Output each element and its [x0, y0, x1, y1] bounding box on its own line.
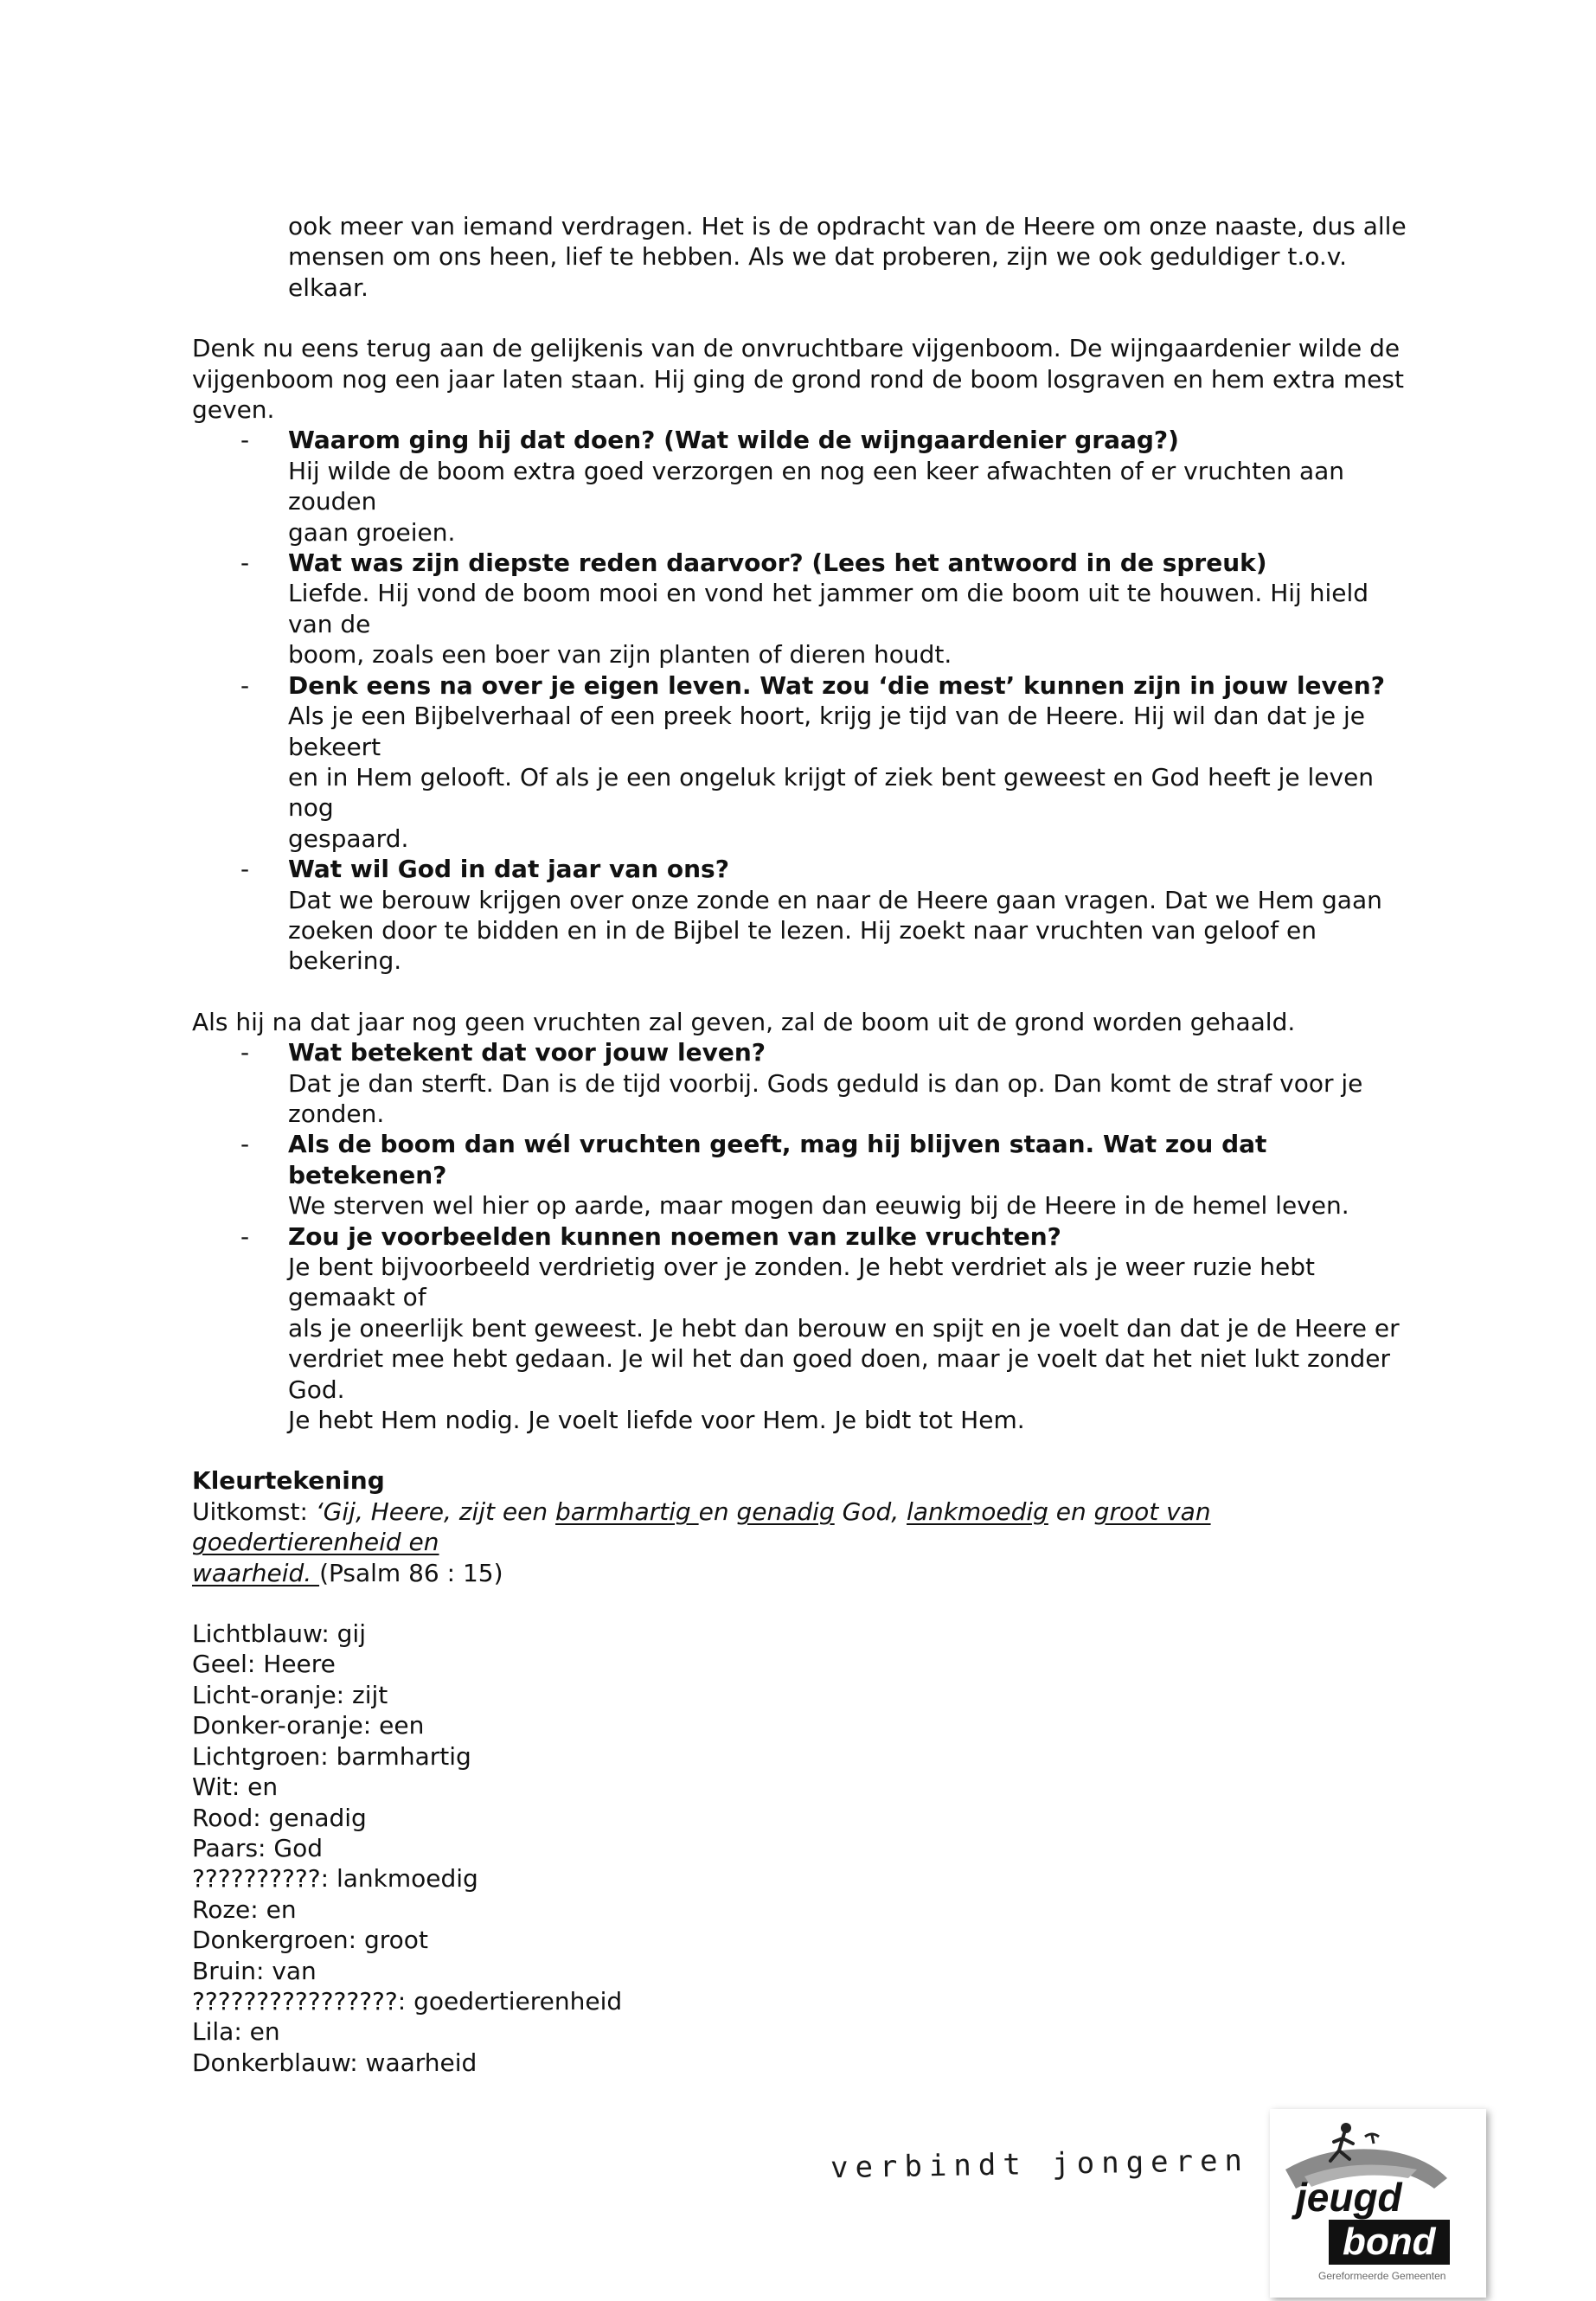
- word-barmhartig: barmhartig: [555, 1497, 699, 1526]
- quote-text: ‘Gij, Heere, zijt een: [315, 1497, 556, 1526]
- logo-word-jeugd: jeugd: [1296, 2175, 1402, 2220]
- color-key-line: Geel: Heere: [192, 1650, 336, 1679]
- answer-line: We sterven wel hier op aarde, maar mogen dan eeuwig bij de Heere in de hemel leven.: [288, 1191, 1349, 1221]
- question-text: Wat betekent dat voor jouw leven?: [288, 1038, 766, 1067]
- word-god: God,: [834, 1497, 907, 1526]
- question-item: [192, 1129, 1420, 1221]
- color-key-line: ????????????????: goedertierenheid: [192, 1986, 623, 2016]
- paragraph-line: Als hij na dat jaar nog geen vruchten zal geven, zal de boom uit de grond worden gehaald.: [192, 1007, 1296, 1036]
- word-lankmoedig: lankmoedig: [907, 1497, 1048, 1526]
- color-key-line: Bruin: van: [192, 1956, 317, 1985]
- question-item: [192, 1221, 1420, 1436]
- color-key-line: Donkergroen: groot: [192, 1926, 428, 1955]
- paragraph-spacer: [192, 1435, 1420, 1465]
- question-item: [192, 1037, 1420, 1129]
- outcome-line: [192, 1558, 1420, 1588]
- question-text: Als de boom dan wél vruchten geeft, mag hij blijven staan. Wat zou dat betekenen?: [288, 1130, 1267, 1189]
- jeugdbond-logo: [1270, 2109, 1486, 2298]
- intro-line: mensen om ons heen, lief te hebben. Als we dat proberen, zijn we ook geduldiger t.o.v. elkaar.: [288, 242, 1348, 302]
- question-item: [192, 548, 1420, 670]
- paragraph-line: vijgenboom nog een jaar laten staan. Hij ging de grond rond de boom losgraven en hem extra mest: [192, 364, 1404, 394]
- answer-line: als je oneerlijk bent geweest. Je hebt dan berouw en spijt en je voelt dan dat je de Heere er: [288, 1313, 1400, 1343]
- color-key-line: Donker-oranje: een: [192, 1711, 425, 1740]
- question-item: [192, 854, 1420, 977]
- paragraph-spacer: [192, 1588, 1420, 1618]
- word-en: en: [698, 1497, 737, 1526]
- outcome-line: [192, 1497, 1420, 1558]
- color-key-line: Paars: God: [192, 1833, 323, 1862]
- logo-word-bond: bond: [1343, 2221, 1436, 2263]
- color-key-line: Rood: genadig: [192, 1803, 367, 1832]
- word-en: en: [1048, 1497, 1094, 1526]
- answer-line: Je bent bijvoorbeeld verdrietig over je zonden. Je hebt verdriet als je weer ruzie hebt gemaakt of: [288, 1253, 1315, 1312]
- word-waarheid: waarheid.: [192, 1558, 320, 1587]
- color-key-line: Roze: en: [192, 1894, 297, 1924]
- bullet-dash: -: [240, 548, 250, 578]
- answer-line: verdriet mee hebt gedaan. Je wil het dan goed doen, maar je voelt dat het niet lukt zonder God.: [288, 1344, 1391, 1404]
- psalm-reference: (Psalm 86 : 15): [319, 1558, 503, 1587]
- outcome-label: Uitkomst:: [192, 1497, 316, 1526]
- bullet-dash: -: [240, 1130, 250, 1159]
- question-text: Zou je voorbeelden kunnen noemen van zulke vruchten?: [288, 1221, 1061, 1251]
- bullet-dash: -: [240, 426, 250, 455]
- answer-line: gaan groeien.: [288, 517, 456, 547]
- color-key-line: ??????????: lankmoedig: [192, 1864, 478, 1894]
- question-text: Waarom ging hij dat doen? (Wat wilde de wijngaardenier graag?): [288, 426, 1179, 455]
- color-key-line: Donkerblauw: waarheid: [192, 2048, 478, 2077]
- answer-line: gespaard.: [288, 824, 409, 853]
- intro-line: ook meer van iemand verdragen. Het is de opdracht van de Heere om onze naaste, dus alle: [288, 212, 1407, 240]
- answer-line: boom, zoals een boer van zijn planten of dieren houdt.: [288, 640, 952, 670]
- answer-line: Hij wilde de boom extra goed verzorgen en nog een keer afwachten of er vruchten aan zouden: [288, 456, 1345, 516]
- document-body: [192, 211, 1420, 2078]
- answer-line: Dat je dan sterft. Dan is de tijd voorbij. Gods geduld is dan op. Dan komt de straf voor je zonden.: [288, 1068, 1363, 1128]
- question-item: [192, 670, 1420, 854]
- word-genadig: genadig: [736, 1497, 835, 1526]
- answer-line: Als je een Bijbelverhaal of een preek hoort, krijg je tijd van de Heere. Hij wil dan dat je je bekeert: [288, 702, 1366, 761]
- footer-tagline: verbindt jongeren: [830, 2143, 1250, 2186]
- color-key-line: Lichtgroen: barmhartig: [192, 1741, 471, 1771]
- answer-line: Je hebt Hem nodig. Je voelt liefde voor Hem. Je bidt tot Hem.: [288, 1406, 1025, 1435]
- answer-line: Dat we berouw krijgen over onze zonde en naar de Heere gaan vragen. Dat we Hem gaan: [288, 885, 1382, 914]
- paragraph-line: geven.: [192, 395, 275, 425]
- section-heading: Kleurtekening: [192, 1466, 385, 1496]
- answer-line: Liefde. Hij vond de boom mooi en vond het jammer om die boom uit te houwen. Hij hield van de: [288, 579, 1369, 638]
- color-key-line: Licht-oranje: zijt: [192, 1680, 388, 1709]
- paragraph-spacer: [192, 977, 1420, 1007]
- color-key-line: Wit: en: [192, 1772, 279, 1802]
- paragraph-spacer: [192, 303, 1420, 333]
- word-groot: groot van goedertierenheid en: [192, 1497, 1211, 1557]
- bullet-dash: -: [240, 855, 250, 884]
- bullet-dash: -: [240, 1038, 250, 1067]
- answer-line: en in Hem gelooft. Of als je een ongeluk krijgt of ziek bent geweest en God heeft je leven nog: [288, 762, 1375, 823]
- question-text: Wat was zijn diepste reden daarvoor? (Lees het antwoord in de spreuk): [288, 548, 1267, 578]
- logo-subtitle: Gereformeerde Gemeenten: [1318, 2270, 1446, 2282]
- answer-line: zoeken door te bidden en in de Bijbel te lezen. Hij zoekt naar vruchten van geloof en bekering.: [288, 915, 1317, 976]
- paragraph-line: Denk nu eens terug aan de gelijkenis van de onvruchtbare vijgenboom. De wijngaardenier wilde de: [192, 334, 1401, 363]
- question-text: Wat wil God in dat jaar van ons?: [288, 855, 729, 884]
- question-item: [192, 425, 1420, 548]
- question-text: Denk eens na over je eigen leven. Wat zou ‘die mest’ kunnen zijn in jouw leven?: [288, 670, 1385, 700]
- color-key-line: Lichtblauw: gij: [192, 1619, 366, 1649]
- color-key-line: Lila: en: [192, 2017, 280, 2047]
- bullet-dash: -: [240, 1221, 250, 1251]
- bullet-dash: -: [240, 670, 250, 700]
